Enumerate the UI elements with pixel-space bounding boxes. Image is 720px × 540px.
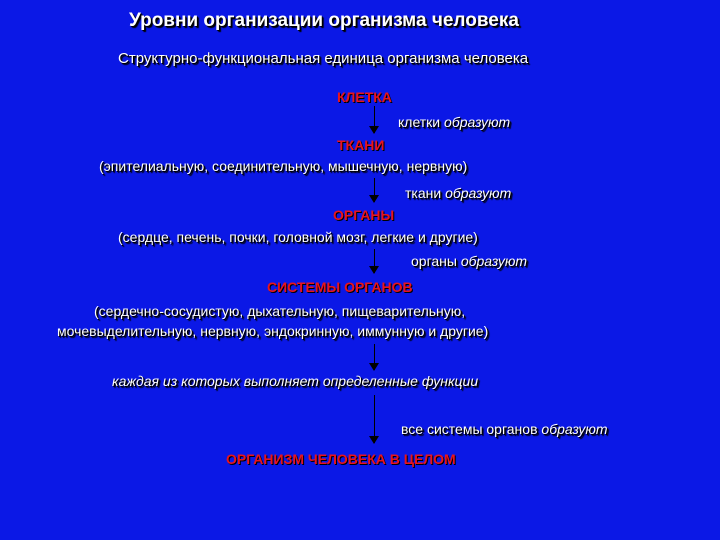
systems-note [401, 422, 608, 436]
systems-detail-line1: (сердечно-сосудистую, дыхательную, пищеварительную, [94, 303, 466, 319]
cell-note [398, 115, 510, 129]
tissue-detail: (эпителиальную, соединительную, мышечную, нервную) [99, 158, 468, 174]
tissue-note [405, 186, 511, 200]
page-title: Уровни организации организма человека [129, 10, 519, 31]
tissue-note-text: ткани [405, 185, 446, 201]
tissue-note-verb: образуют [445, 185, 512, 201]
arrow-down-icon [374, 344, 375, 370]
level-organs: ОРГАНЫ [333, 207, 395, 223]
subtitle: Структурно-функциональная единица организма человека [118, 50, 529, 67]
systems-detail-line2: мочевыделительную, нервную, эндокринную, иммунную и другие) [57, 323, 489, 339]
systems-function-note: каждая из которых выполняет определенные функции [112, 373, 479, 389]
arrow-down-icon [374, 395, 375, 443]
organs-detail: (сердце, печень, почки, головной мозг, легкие и другие) [118, 229, 478, 245]
level-systems: СИСТЕМЫ ОРГАНОВ [267, 279, 413, 295]
arrow-down-icon [374, 106, 375, 133]
organs-note-text: органы [411, 253, 461, 269]
arrow-down-icon [374, 249, 375, 273]
level-tissue: ТКАНИ [337, 137, 385, 153]
arrow-down-icon [374, 178, 375, 202]
systems-note-text: все системы органов [401, 421, 542, 437]
systems-note-verb: образуют [541, 421, 608, 437]
organs-note [411, 254, 527, 268]
cell-note-text: клетки [398, 114, 445, 130]
organs-note-verb: образуют [460, 253, 528, 269]
level-cell: КЛЕТКА [337, 89, 392, 105]
level-organism: ОРГАНИЗМ ЧЕЛОВЕКА В ЦЕЛОМ [226, 451, 456, 467]
cell-note-verb: образуют [444, 114, 511, 130]
